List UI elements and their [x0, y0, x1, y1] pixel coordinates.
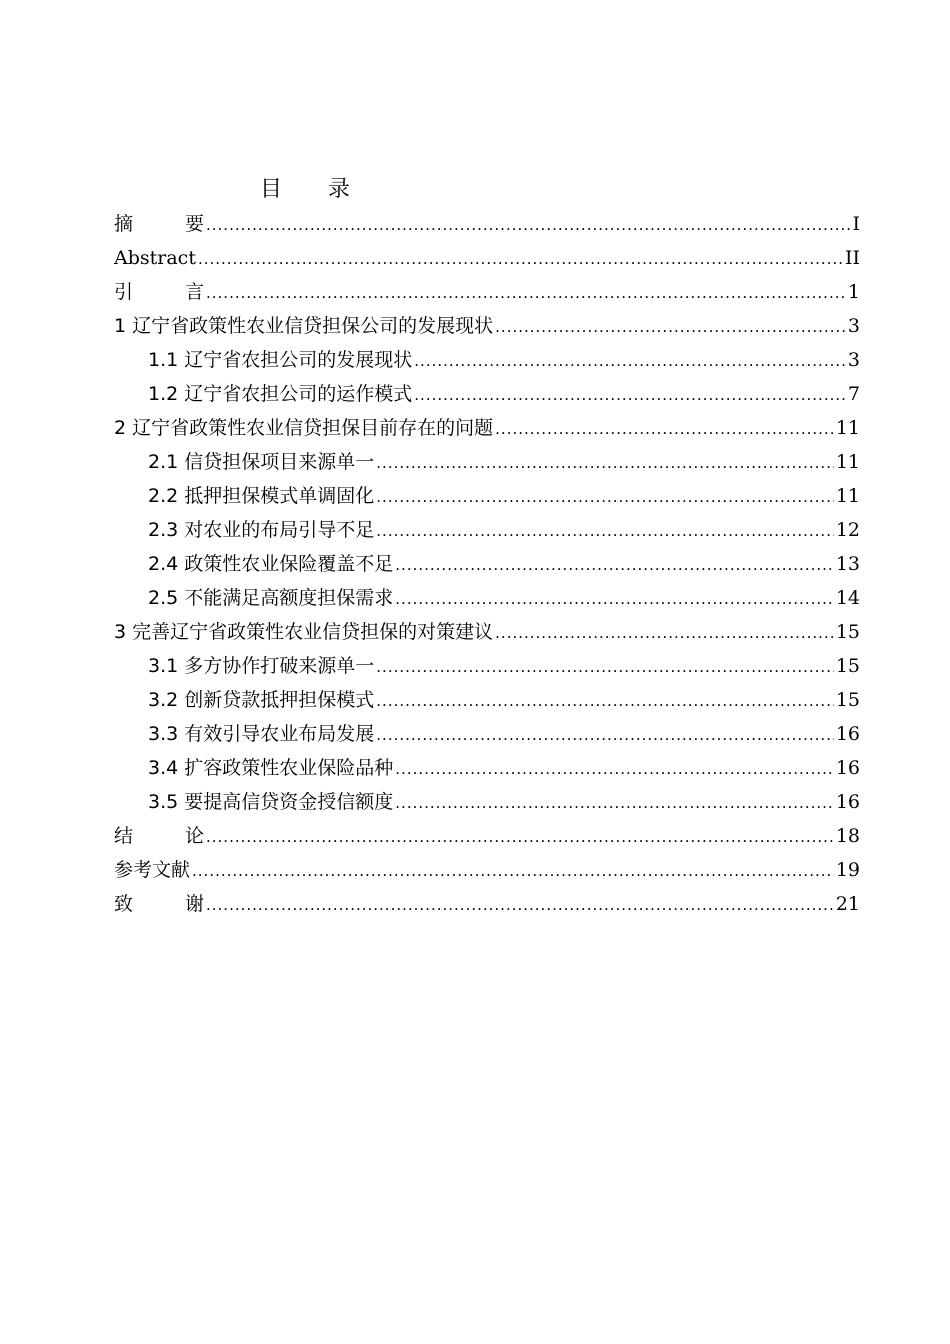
dot-leader	[495, 310, 846, 344]
toc-entry-number: 3.5	[148, 791, 179, 813]
toc-entry-label	[114, 411, 493, 445]
toc-entry-title: 辽宁省农担公司的发展现状	[184, 349, 413, 371]
toc-entry-title: 参考文献	[114, 859, 191, 881]
toc-entry[interactable]	[114, 547, 860, 581]
toc-entry-page-number: 14	[835, 587, 860, 609]
toc-entry-number: 3	[114, 621, 127, 643]
toc-entry-page-number: 11	[835, 417, 860, 439]
toc-entry[interactable]	[114, 207, 860, 241]
toc-entry[interactable]	[114, 343, 860, 377]
toc-entry-title: 信贷担保项目来源单一	[184, 451, 375, 473]
toc-entry-title: 不能满足高额度担保需求	[184, 587, 394, 609]
toc-entry-label	[148, 751, 393, 785]
toc-entry-title: 要提高信贷资金授信额度	[184, 791, 394, 813]
dot-leader	[376, 684, 834, 718]
toc-entry-label	[148, 581, 393, 615]
toc-entry-label	[148, 513, 374, 547]
toc-entry-title-second-char: 言	[184, 281, 204, 303]
page-title-right: 录	[328, 177, 351, 202]
toc-entry[interactable]	[114, 683, 860, 717]
toc-entry-page-number: 21	[835, 893, 860, 915]
toc-entry-number: 2.4	[148, 553, 179, 575]
dot-leader	[206, 276, 846, 310]
toc-entry-title: 完善辽宁省政策性农业信贷担保的对策建议	[132, 621, 494, 643]
toc-entry-title: 创新贷款抵押担保模式	[184, 689, 375, 711]
dot-leader	[414, 378, 846, 412]
toc-entry-title-first-char: 结	[114, 825, 156, 847]
toc-entry-page-number: 11	[835, 485, 860, 507]
toc-entry-number: 3.1	[148, 655, 179, 677]
toc-entry-label	[114, 819, 204, 853]
toc-entry-label	[114, 615, 493, 649]
dot-leader	[206, 208, 850, 242]
toc-entry-title: 政策性农业保险覆盖不足	[184, 553, 394, 575]
toc-entry-label	[114, 853, 190, 887]
toc-entry-page-number: 16	[835, 723, 860, 745]
toc-entry-title: 辽宁省政策性农业信贷担保公司的发展现状	[132, 315, 494, 337]
toc-entry[interactable]	[114, 377, 860, 411]
toc-entry-label	[148, 445, 374, 479]
toc-entry[interactable]	[114, 853, 860, 887]
toc-entry-title-first-char: 摘	[114, 213, 156, 235]
toc-entry[interactable]	[114, 445, 860, 479]
toc-entry-number: 2	[114, 417, 127, 439]
toc-entry[interactable]	[114, 513, 860, 547]
table-of-contents	[114, 207, 860, 921]
toc-entry-number: 2.5	[148, 587, 179, 609]
toc-entry-title-second-char: 谢	[184, 893, 204, 915]
toc-entry-page-number: 1	[847, 281, 860, 303]
page-title	[0, 172, 610, 203]
toc-entry-page-number: 19	[835, 859, 860, 881]
toc-entry-page-number: 7	[847, 383, 860, 405]
toc-entry-number: 3.3	[148, 723, 179, 745]
toc-entry-number: 2.2	[148, 485, 179, 507]
toc-entry-page-number: I	[852, 213, 860, 235]
toc-entry-title: 辽宁省政策性农业信贷担保目前存在的问题	[132, 417, 494, 439]
toc-entry-label	[114, 241, 196, 275]
toc-entry-page-number: 16	[835, 791, 860, 813]
toc-entry[interactable]	[114, 785, 860, 819]
dot-leader	[376, 514, 834, 548]
dot-leader	[206, 820, 834, 854]
toc-entry-number: 3.2	[148, 689, 179, 711]
toc-entry[interactable]	[114, 479, 860, 513]
toc-entry-page-number: 15	[835, 689, 860, 711]
toc-entry-page-number: 11	[835, 451, 860, 473]
toc-entry-label	[148, 683, 374, 717]
toc-entry[interactable]	[114, 275, 860, 309]
toc-entry-label	[148, 785, 393, 819]
toc-entry-page-number: II	[844, 247, 860, 269]
toc-entry-title: 有效引导农业布局发展	[184, 723, 375, 745]
toc-entry-number: 2.1	[148, 451, 179, 473]
dot-leader	[198, 242, 843, 276]
toc-entry-title: 对农业的布局引导不足	[184, 519, 375, 541]
toc-entry-label	[148, 479, 374, 513]
toc-entry-number: 1	[114, 315, 127, 337]
toc-entry-number: 2.3	[148, 519, 179, 541]
toc-entry-title-second-char: 论	[184, 825, 204, 847]
toc-entry-label	[114, 207, 204, 241]
toc-entry-page-number: 3	[847, 349, 860, 371]
toc-entry-title: 多方协作打破来源单一	[184, 655, 375, 677]
dot-leader	[376, 446, 834, 480]
toc-entry-page-number: 15	[835, 655, 860, 677]
toc-entry-title: 抵押担保模式单调固化	[184, 485, 375, 507]
toc-entry-page-number: 18	[835, 825, 860, 847]
toc-entry-spaced-title	[114, 819, 204, 853]
toc-entry-page-number: 15	[835, 621, 860, 643]
toc-entry-label	[148, 547, 393, 581]
toc-entry[interactable]	[114, 615, 860, 649]
dot-leader	[495, 412, 834, 446]
toc-entry-title: 扩容政策性农业保险品种	[184, 757, 394, 779]
dot-leader	[495, 616, 834, 650]
dot-leader	[206, 888, 834, 922]
toc-entry[interactable]	[114, 751, 860, 785]
toc-entry-number: 1.1	[148, 349, 179, 371]
toc-entry-page-number: 12	[835, 519, 860, 541]
dot-leader	[395, 582, 834, 616]
toc-entry[interactable]	[114, 649, 860, 683]
toc-entry-page-number: 13	[835, 553, 860, 575]
toc-entry-title-first-char: 致	[114, 893, 156, 915]
toc-entry-page-number: 16	[835, 757, 860, 779]
dot-leader	[395, 786, 834, 820]
toc-entry-title-first-char: 引	[114, 281, 156, 303]
toc-entry-spaced-title	[114, 887, 204, 921]
toc-entry-spaced-title	[114, 207, 204, 241]
dot-leader	[376, 718, 834, 752]
dot-leader	[376, 650, 834, 684]
toc-entry[interactable]	[114, 717, 860, 751]
toc-entry-spaced-title	[114, 275, 204, 309]
dot-leader	[395, 752, 834, 786]
dot-leader	[376, 480, 834, 514]
toc-entry-title: Abstract	[114, 247, 196, 269]
dot-leader	[192, 854, 834, 888]
toc-entry[interactable]	[114, 581, 860, 615]
toc-entry-number: 1.2	[148, 383, 179, 405]
toc-entry-number: 3.4	[148, 757, 179, 779]
page-title-left: 目	[259, 177, 282, 202]
dot-leader	[395, 548, 834, 582]
toc-entry-title: 辽宁省农担公司的运作模式	[184, 383, 413, 405]
toc-entry-label	[148, 649, 374, 683]
toc-entry[interactable]	[114, 819, 860, 853]
toc-entry[interactable]	[114, 887, 860, 921]
toc-entry[interactable]	[114, 241, 860, 275]
toc-entry[interactable]	[114, 309, 860, 343]
toc-entry-label	[114, 275, 204, 309]
toc-entry-label	[148, 717, 374, 751]
toc-entry[interactable]	[114, 411, 860, 445]
toc-entry-title-second-char: 要	[184, 213, 204, 235]
dot-leader	[414, 344, 846, 378]
toc-entry-page-number: 3	[847, 315, 860, 337]
toc-entry-label	[114, 887, 204, 921]
toc-entry-label	[148, 377, 412, 411]
toc-entry-label	[114, 309, 493, 343]
toc-entry-label	[148, 343, 412, 377]
